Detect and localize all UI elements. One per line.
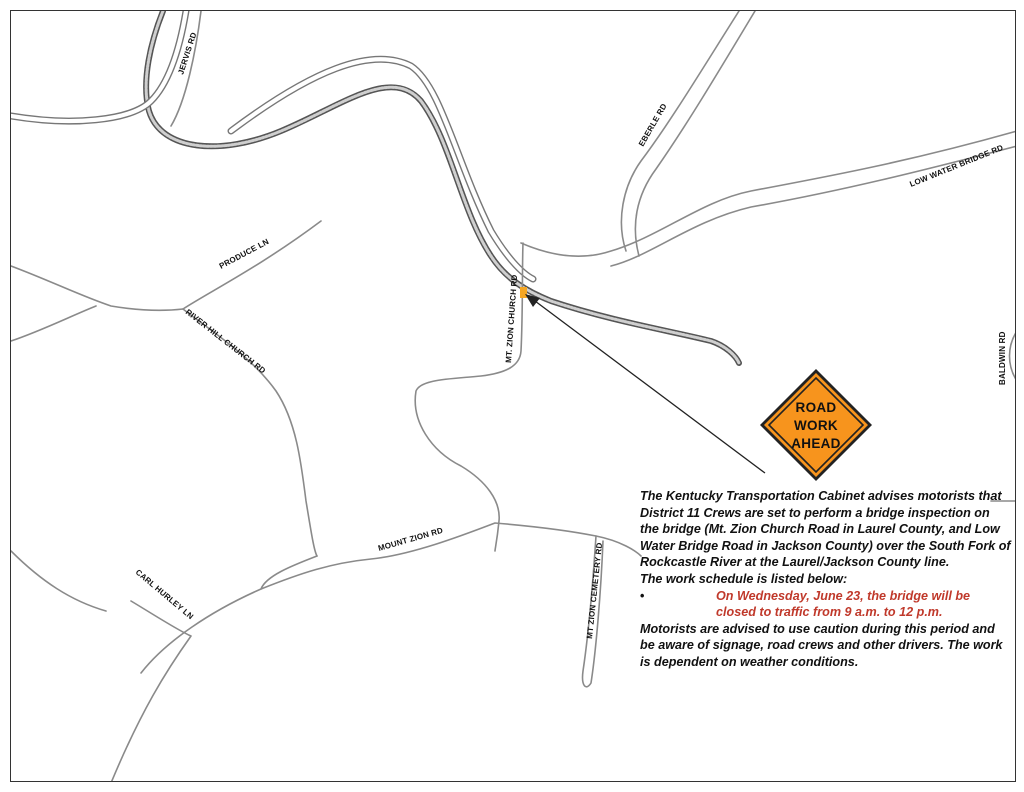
baldwin-rd (1010, 331, 1017, 381)
label-mount-zion-rd: MOUNT ZION RD (377, 525, 445, 553)
low-water-bridge-rd (521, 131, 1016, 266)
label-low-water-bridge-rd: LOW WATER BRIDGE RD (908, 143, 1005, 189)
upper-road (11, 11, 533, 279)
label-jervis-rd: JERVIS RD (176, 31, 199, 76)
label-carl-hurley-ln: CARL HURLEY LN (133, 567, 196, 622)
west-road (11, 266, 183, 310)
label-river-hill-church-rd: RIVER HILL CHURCH RD (183, 307, 268, 376)
notice-closure-text: On Wednesday, June 23, the bridge will be closed to traffic from 9 a.m. to 12 p.m. (716, 588, 971, 620)
label-eberle-rd: EBERLE RD (636, 101, 669, 148)
west-road-2 (11, 306, 96, 341)
sign-line-3: AHEAD (791, 436, 841, 451)
label-baldwin-rd: BALDWIN RD (998, 331, 1007, 385)
river-hill-church-rd (183, 309, 317, 556)
sign-line-1: ROAD (795, 400, 837, 415)
notice-advisory: Motorists are advised to use caution during this period and be aware of signage, road crews and other drivers. The work is dependent on weather conditions. (640, 621, 1003, 669)
notice-closure-item (640, 588, 1012, 621)
notice-intro: The Kentucky Transportation Cabinet advises motorists that District 11 Crews are set to perform a bridge inspection on the bridge (Mt. Zion Church Road in Laurel County, and Low Water Bridge Road in Jackson County) over the South Fork of Rockcastle River at the Laurel/Jackson County line. (640, 489, 1011, 570)
carl-hurley-ln (111, 601, 191, 782)
bullet-icon: • (640, 588, 645, 603)
label-mt-zion-church-rd: MT. ZION CHURCH RD (504, 274, 520, 364)
eberle-rd (621, 11, 755, 256)
location-arrow (525, 294, 765, 473)
west-lower-road (11, 551, 106, 611)
label-mt-zion-cemetery-rd: MT ZION CEMETERY RD (585, 542, 605, 640)
notice-schedule-heading: The work schedule is listed below: (640, 571, 848, 586)
road-work-ahead-sign (760, 369, 872, 481)
sign-line-2: WORK (794, 418, 838, 433)
mt-zion-church-rd (415, 243, 523, 551)
label-produce-ln: PRODUCE LN (217, 237, 271, 271)
river (146, 11, 739, 363)
produce-ln (183, 221, 321, 309)
closure-notice (640, 488, 1012, 671)
bridge-marker (520, 287, 527, 298)
